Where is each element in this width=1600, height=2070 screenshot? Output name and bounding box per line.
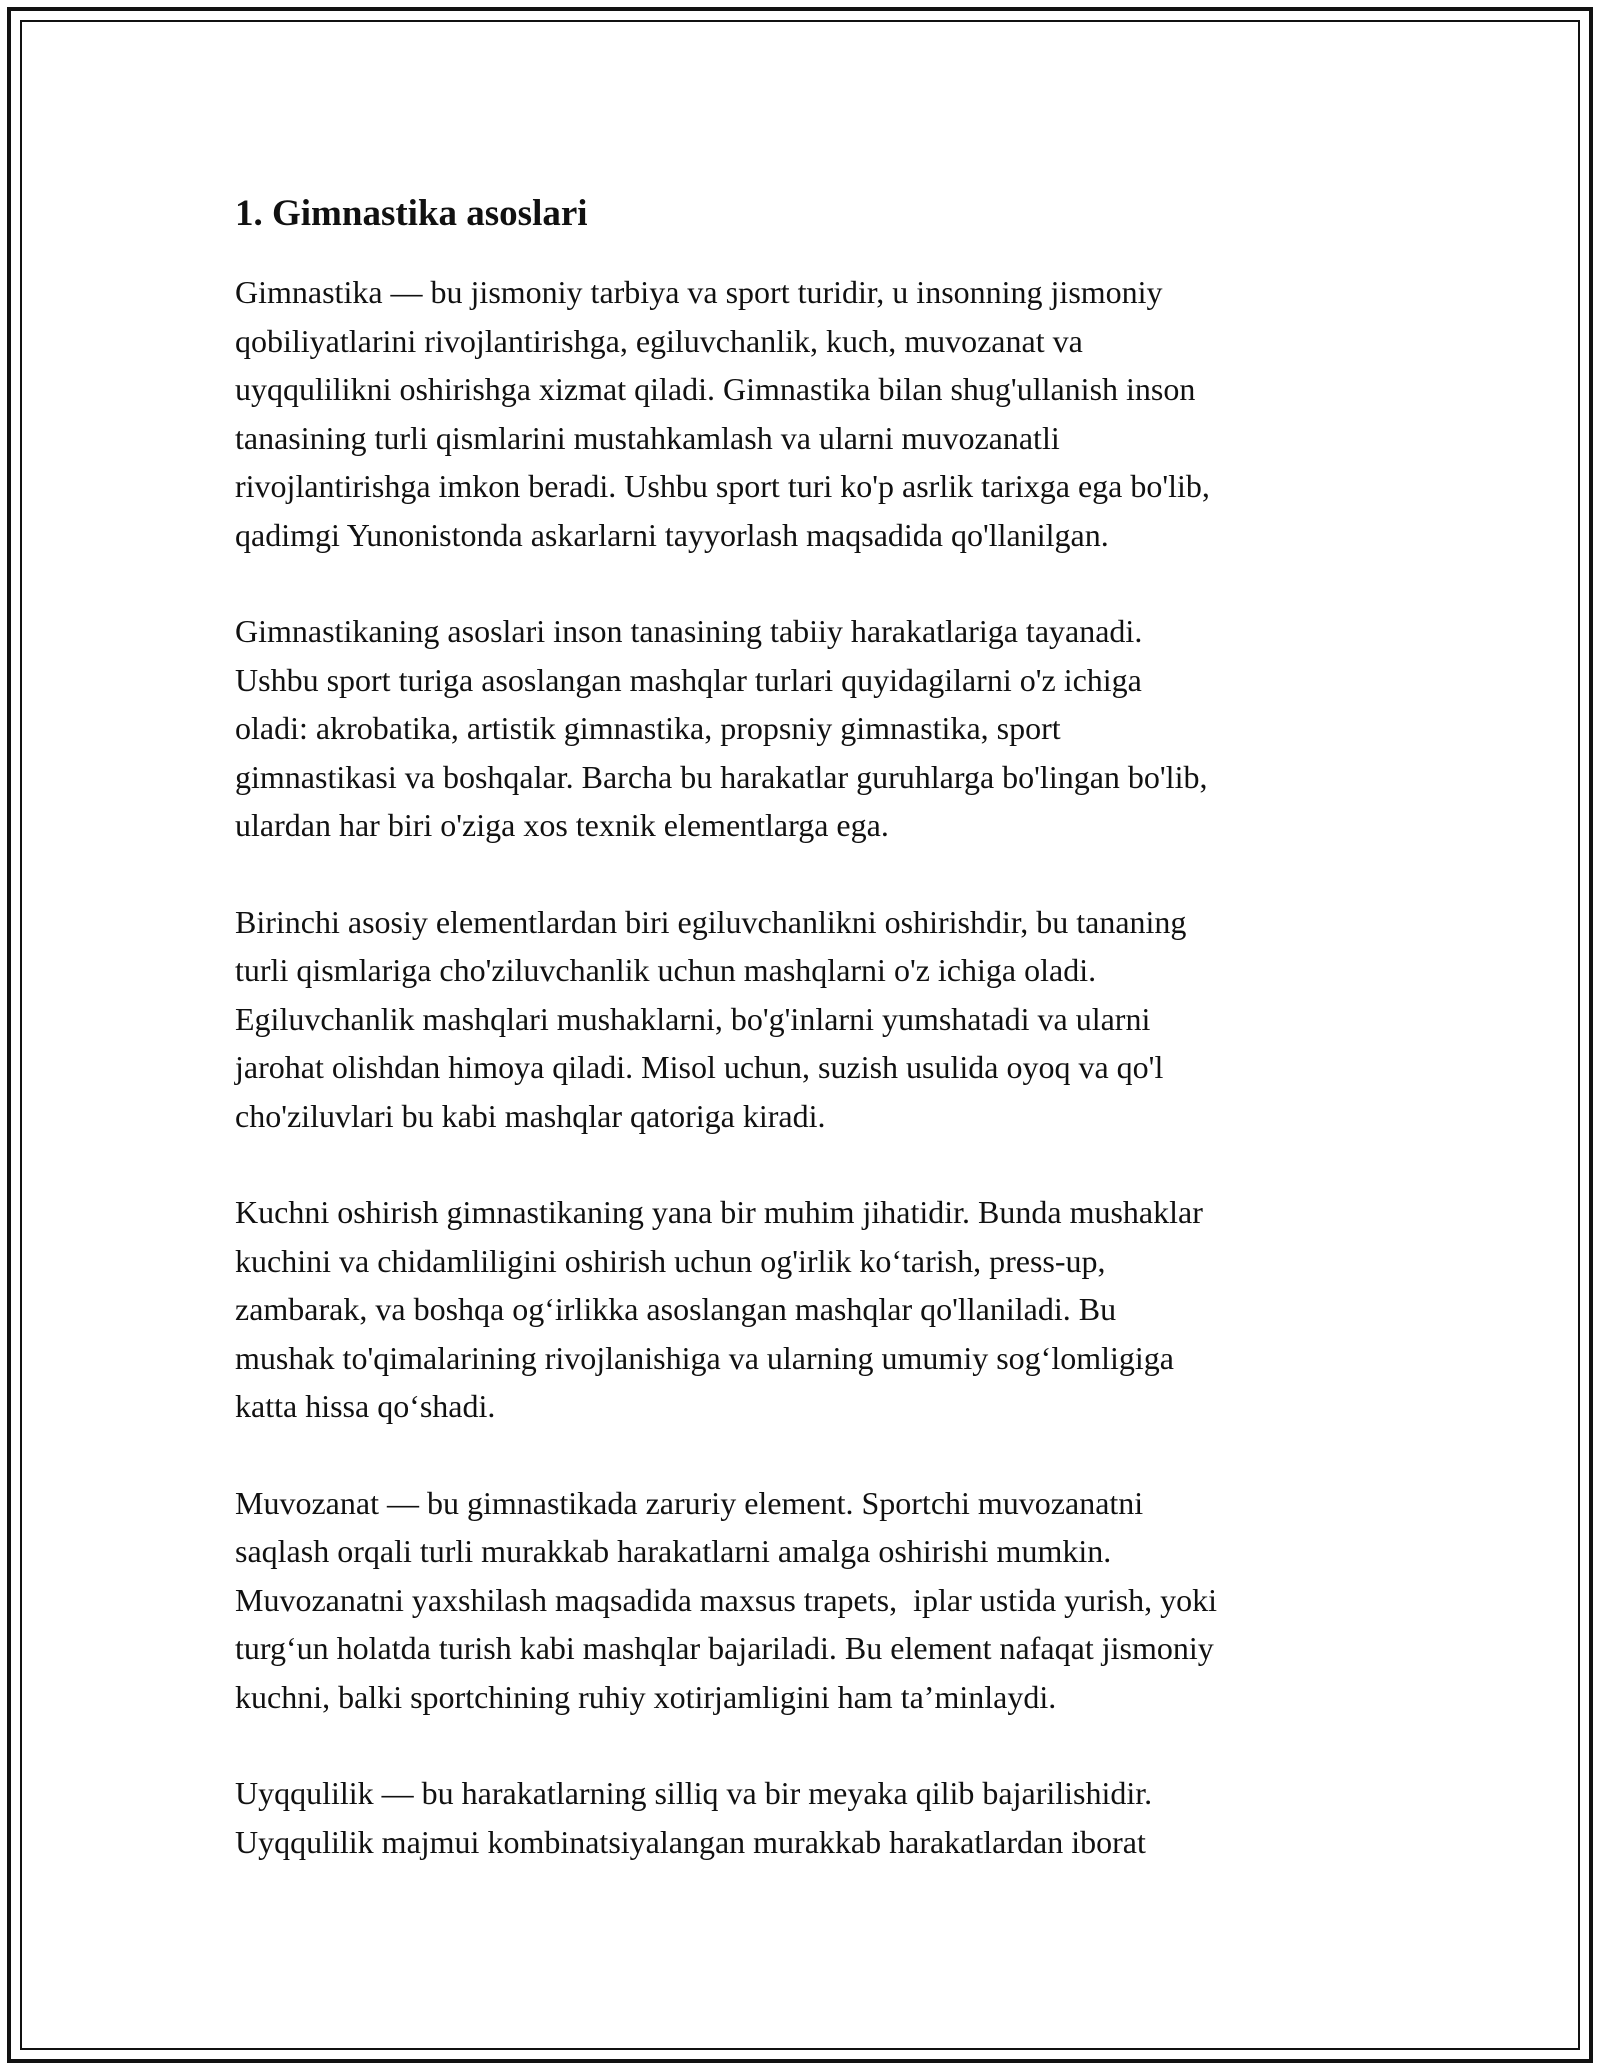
text-line: Kuchni oshirish gimnastikaning yana bir muhim jihatidir. Bunda mushaklar <box>235 1194 1203 1230</box>
text-line: turg‘un holatda turish kabi mashqlar bajariladi. Bu element nafaqat jismoniy <box>235 1630 1214 1666</box>
text-line: kuchni, balki sportchining ruhiy xotirjamligini ham ta’minlaydi. <box>235 1678 1057 1715</box>
text-line: Birinchi asosiy elementlardan biri egiluvchanlikni oshirishdir, bu tananing <box>235 903 1187 940</box>
text-line: tanasining turli qismlarini mustahkamlash va ularni muvozanatli <box>235 419 1060 456</box>
text-line: gimnastikasi va boshqalar. Barcha bu harakatlar guruhlarga bo'lingan bo'lib, <box>235 758 1208 795</box>
text-line: Muvozanat — bu gimnastikada zaruriy element. Sportchi muvozanatni <box>235 1484 1144 1521</box>
text-line: rivojlantirishga imkon beradi. Ushbu sport turi ko'p asrlik tarixga ega bo'lib, <box>235 468 1210 504</box>
paragraph-flexibility <box>235 898 1375 1141</box>
section-heading: 1. Gimnastika asoslari <box>235 193 588 234</box>
text-line: kuchini va chidamliligini oshirish uchun og'irlik ko‘tarish, press-up, <box>235 1242 1106 1279</box>
paragraph-strength <box>235 1188 1375 1431</box>
text-line: Muvozanatni yaxshilash maqsadida maxsus trapets, iplar ustida yurish, yoki <box>235 1581 1218 1618</box>
text-line: katta hissa qo‘shadi. <box>235 1388 496 1424</box>
text-line: saqlash orqali turli murakkab harakatlarni amalga oshirishi mumkin. <box>235 1533 1112 1569</box>
text-line: Gimnastikaning asoslari inson tanasining tabiiy harakatlariga tayanadi. <box>235 613 1143 649</box>
text-line: qadimgi Yunonistonda askarlarni tayyorlash maqsadida qo'llanilgan. <box>235 516 1109 553</box>
text-line: turli qismlariga cho'ziluvchanlik uchun mashqlarni o'z ichiga oladi. <box>235 952 1097 988</box>
text-line: jarohat olishdan himoya qiladi. Misol uchun, suzish usulida oyoq va qo'l <box>235 1049 1164 1085</box>
text-line: zambarak, va boshqa og‘irlikka asoslangan mashqlar qo'llaniladi. Bu <box>235 1291 1117 1327</box>
text-line: uyqqulilikni oshirishga xizmat qiladi. Gimnastika bilan shug'ullanish inson <box>235 371 1196 407</box>
text-line: Gimnastika — bu jismoniy tarbiya va sport turidir, u insonning jismoniy <box>235 274 1163 310</box>
document-body <box>235 186 1375 1914</box>
text-line: ulardan har biri o'ziga xos texnik elementlarga ega. <box>235 807 889 843</box>
paragraph-balance <box>235 1479 1375 1722</box>
text-line: Ushbu sport turiga asoslangan mashqlar turlari quyidagilarni o'z ichiga <box>235 661 1142 698</box>
text-line: qobiliyatlarini rivojlantirishga, egiluvchanlik, kuch, muvozanat va <box>235 322 1083 359</box>
paragraph-foundations <box>235 607 1375 850</box>
text-line: cho'ziluvlari bu kabi mashqlar qatoriga kiradi. <box>235 1097 826 1134</box>
text-line: oladi: akrobatika, artistik gimnastika, propsniy gimnastika, sport <box>235 710 1061 746</box>
text-line: Egiluvchanlik mashqlari mushaklarni, bo'g'inlarni yumshatadi va ularni <box>235 1000 1151 1037</box>
paragraph-intro <box>235 268 1375 559</box>
text-line: Uyqqulilik — bu harakatlarning silliq va bir meyaka qilib bajarilishidir. <box>235 1775 1153 1811</box>
text-line: Uyqqulilik majmui kombinatsiyalangan murakkab harakatlardan iborat <box>235 1823 1146 1860</box>
paragraph-coordination <box>235 1769 1375 1866</box>
text-line: mushak to'qimalarining rivojlanishiga va ularning umumiy sog‘lomligiga <box>235 1339 1174 1376</box>
